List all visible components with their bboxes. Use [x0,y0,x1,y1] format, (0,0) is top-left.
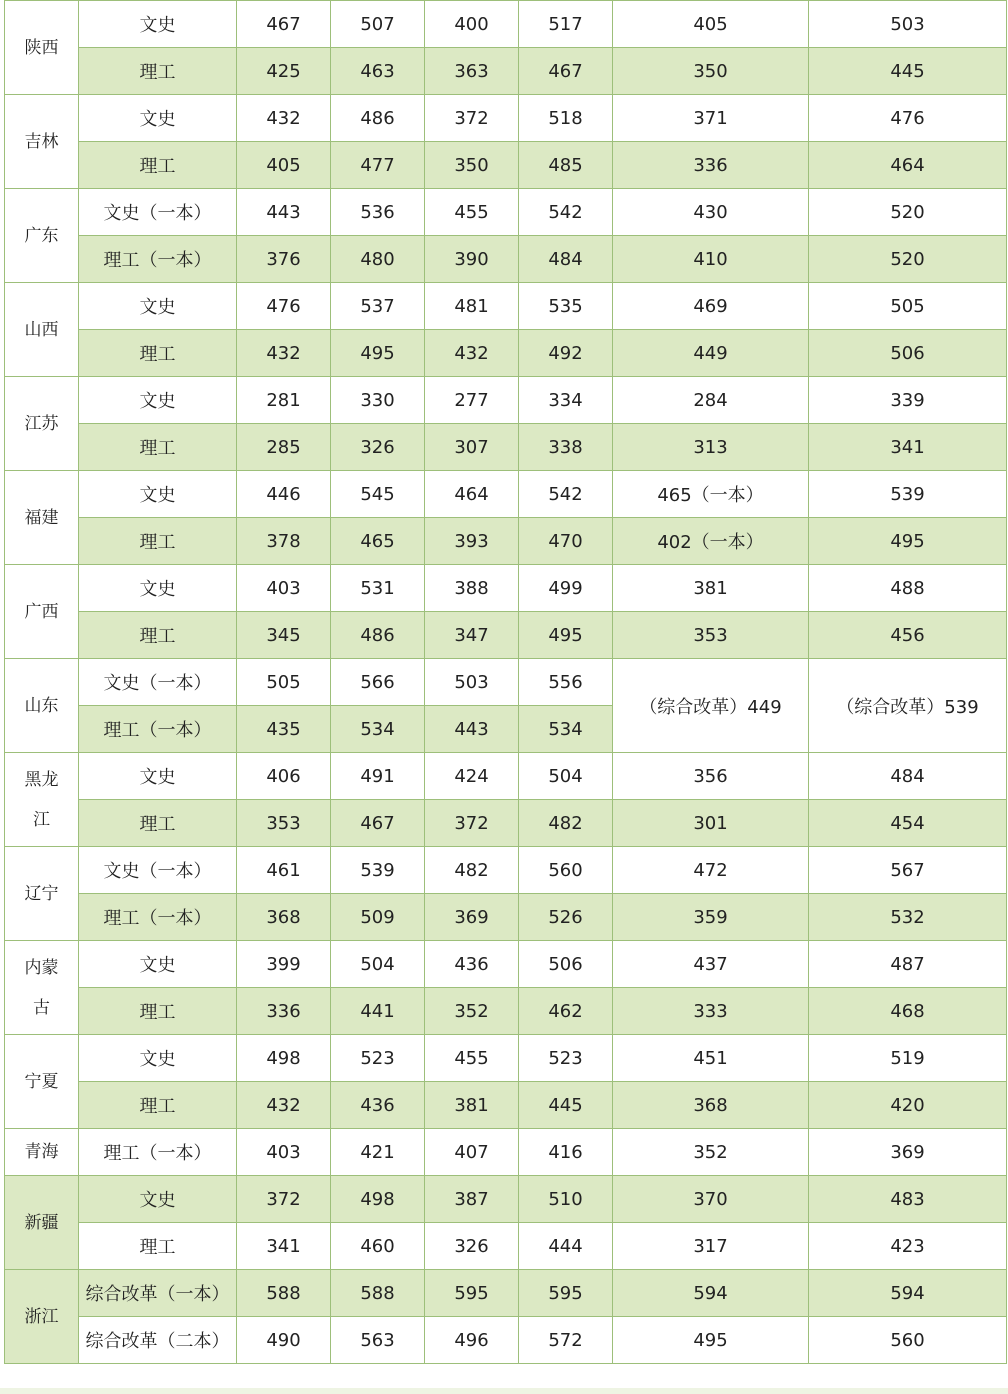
table-row [5,189,1007,236]
score-cell: 536 [331,189,425,236]
score-cell: 532 [809,894,1007,941]
score-cell: 446 [237,471,331,518]
bottom-divider [0,1388,1008,1394]
merged-score-cell: （综合改革）449 [613,659,809,753]
score-cell: 470 [519,518,613,565]
score-cell: 443 [425,706,519,753]
table-row [5,377,1007,424]
table-row [5,894,1007,941]
table-row [5,1082,1007,1129]
score-cell: 465 [331,518,425,565]
score-cell: 313 [613,424,809,471]
score-cell: 424 [425,753,519,800]
score-cell: 495 [809,518,1007,565]
score-cell: 595 [425,1270,519,1317]
score-cell: 482 [519,800,613,847]
subject-type-cell: 文史 [79,95,237,142]
province-cell: 宁夏 [5,1035,79,1129]
score-cell: 436 [331,1082,425,1129]
score-cell: 506 [809,330,1007,377]
subject-type-cell: 理工 [79,1082,237,1129]
province-cell: 浙江 [5,1270,79,1364]
score-cell: 352 [425,988,519,1035]
score-cell: 334 [519,377,613,424]
score-cell: 387 [425,1176,519,1223]
table-row [5,48,1007,95]
score-cell: 464 [809,142,1007,189]
score-cell: 594 [613,1270,809,1317]
score-cell: 369 [809,1129,1007,1176]
score-cell: 285 [237,424,331,471]
table-row [5,565,1007,612]
score-cell: 507 [331,1,425,48]
province-cell: 新疆 [5,1176,79,1270]
score-cell: 363 [425,48,519,95]
score-cell: 482 [425,847,519,894]
score-cell: 406 [237,753,331,800]
subject-type-cell: 理工（一本） [79,706,237,753]
score-cell: 350 [425,142,519,189]
subject-type-cell: 理工 [79,1223,237,1270]
score-cell: 421 [331,1129,425,1176]
score-cell: 472 [613,847,809,894]
score-cell: 441 [331,988,425,1035]
score-cell: 505 [809,283,1007,330]
score-cell: 460 [331,1223,425,1270]
score-cell: 510 [519,1176,613,1223]
table-row [5,1223,1007,1270]
score-cell: 496 [425,1317,519,1364]
subject-type-cell: 理工 [79,330,237,377]
subject-type-cell: 理工（一本） [79,894,237,941]
score-cell: 284 [613,377,809,424]
score-cell: 371 [613,95,809,142]
subject-type-cell: 综合改革（一本） [79,1270,237,1317]
table-row [5,612,1007,659]
province-cell: 山西 [5,283,79,377]
subject-type-cell: 文史 [79,377,237,424]
score-cell: 449 [613,330,809,377]
score-cell: 423 [809,1223,1007,1270]
subject-type-cell: 理工（一本） [79,236,237,283]
subject-type-cell: 理工 [79,988,237,1035]
province-cell: 山东 [5,659,79,753]
table-row [5,330,1007,377]
score-cell: 463 [331,48,425,95]
score-cell: 352 [613,1129,809,1176]
score-cell: 405 [613,1,809,48]
score-cell: 400 [425,1,519,48]
score-cell: 572 [519,1317,613,1364]
province-cell: 青海 [5,1129,79,1176]
subject-type-cell: 综合改革（二本） [79,1317,237,1364]
admission-score-table [4,0,1007,1364]
score-cell: 567 [809,847,1007,894]
subject-type-cell: 文史 [79,471,237,518]
score-cell: 542 [519,189,613,236]
score-cell: 481 [425,283,519,330]
score-cell: 333 [613,988,809,1035]
score-cell: 393 [425,518,519,565]
score-cell: 407 [425,1129,519,1176]
subject-type-cell: 文史 [79,941,237,988]
table-row [5,95,1007,142]
score-cell: 480 [331,236,425,283]
score-cell: 336 [237,988,331,1035]
score-cell: 595 [519,1270,613,1317]
score-cell: 499 [519,565,613,612]
score-cell: 345 [237,612,331,659]
score-cell: 381 [613,565,809,612]
table-row [5,142,1007,189]
score-cell: 520 [809,236,1007,283]
score-cell: 560 [519,847,613,894]
score-cell: 588 [237,1270,331,1317]
table-body [5,1,1007,1364]
score-cell: 534 [519,706,613,753]
score-cell: 594 [809,1270,1007,1317]
score-cell: 432 [237,95,331,142]
table-row [5,847,1007,894]
score-cell: 443 [237,189,331,236]
score-cell: 399 [237,941,331,988]
score-cell: 563 [331,1317,425,1364]
score-cell: 444 [519,1223,613,1270]
score-cell: 468 [809,988,1007,1035]
score-cell: 376 [237,236,331,283]
score-cell: 465（一本） [613,471,809,518]
score-cell: 462 [519,988,613,1035]
subject-type-cell: 文史 [79,1176,237,1223]
score-cell: 455 [425,189,519,236]
score-cell: 432 [237,330,331,377]
subject-type-cell: 文史（一本） [79,659,237,706]
province-cell: 吉林 [5,95,79,189]
score-cell: 370 [613,1176,809,1223]
score-cell: 486 [331,95,425,142]
score-cell: 326 [425,1223,519,1270]
province-cell: 福建 [5,471,79,565]
score-cell: 531 [331,565,425,612]
score-cell: 504 [519,753,613,800]
table-row [5,753,1007,800]
score-cell: 378 [237,518,331,565]
subject-type-cell: 文史 [79,283,237,330]
score-cell: 338 [519,424,613,471]
score-cell: 539 [331,847,425,894]
score-cell: 368 [237,894,331,941]
score-cell: 341 [237,1223,331,1270]
merged-score-cell: （综合改革）539 [809,659,1007,753]
table-row [5,1,1007,48]
score-cell: 451 [613,1035,809,1082]
score-cell: 498 [237,1035,331,1082]
score-cell: 307 [425,424,519,471]
subject-type-cell: 理工 [79,518,237,565]
score-cell: 520 [809,189,1007,236]
subject-type-cell: 理工 [79,800,237,847]
score-cell: 477 [331,142,425,189]
score-cell: 341 [809,424,1007,471]
score-cell: 420 [809,1082,1007,1129]
score-cell: 432 [237,1082,331,1129]
table-row [5,1129,1007,1176]
table-row [5,1270,1007,1317]
table-row [5,988,1007,1035]
score-cell: 556 [519,659,613,706]
score-cell: 356 [613,753,809,800]
score-cell: 495 [331,330,425,377]
score-cell: 518 [519,95,613,142]
province-cell: 广西 [5,565,79,659]
table-row [5,1035,1007,1082]
score-cell: 330 [331,377,425,424]
score-cell: 372 [425,95,519,142]
score-cell: 381 [425,1082,519,1129]
score-cell: 403 [237,1129,331,1176]
score-cell: 490 [237,1317,331,1364]
score-cell: 437 [613,941,809,988]
score-cell: 495 [613,1317,809,1364]
table-row [5,1317,1007,1364]
score-cell: 509 [331,894,425,941]
score-cell: 484 [519,236,613,283]
subject-type-cell: 文史（一本） [79,189,237,236]
province-cell: 广东 [5,189,79,283]
subject-type-cell: 理工（一本） [79,1129,237,1176]
score-cell: 445 [809,48,1007,95]
score-cell: 359 [613,894,809,941]
score-cell: 492 [519,330,613,377]
score-cell: 535 [519,283,613,330]
score-cell: 336 [613,142,809,189]
score-cell: 456 [809,612,1007,659]
score-cell: 353 [237,800,331,847]
score-cell: 517 [519,1,613,48]
score-cell: 402（一本） [613,518,809,565]
subject-type-cell: 文史 [79,1,237,48]
score-cell: 539 [809,471,1007,518]
score-cell: 454 [809,800,1007,847]
score-cell: 506 [519,941,613,988]
score-cell: 436 [425,941,519,988]
score-cell: 503 [425,659,519,706]
province-cell: 江苏 [5,377,79,471]
score-cell: 445 [519,1082,613,1129]
score-cell: 486 [331,612,425,659]
score-cell: 326 [331,424,425,471]
province-cell: 黑龙江 [5,753,79,847]
score-cell: 566 [331,659,425,706]
score-cell: 491 [331,753,425,800]
score-cell: 317 [613,1223,809,1270]
table-row [5,283,1007,330]
subject-type-cell: 文史 [79,565,237,612]
score-cell: 523 [519,1035,613,1082]
score-cell: 347 [425,612,519,659]
score-cell: 476 [237,283,331,330]
score-cell: 467 [519,48,613,95]
subject-type-cell: 理工 [79,48,237,95]
score-cell: 435 [237,706,331,753]
score-cell: 301 [613,800,809,847]
score-cell: 545 [331,471,425,518]
score-cell: 350 [613,48,809,95]
table-row [5,236,1007,283]
score-cell: 372 [237,1176,331,1223]
score-cell: 542 [519,471,613,518]
table-row [5,659,1007,706]
score-cell: 588 [331,1270,425,1317]
score-cell: 503 [809,1,1007,48]
score-cell: 467 [237,1,331,48]
score-cell: 403 [237,565,331,612]
score-cell: 505 [237,659,331,706]
subject-type-cell: 文史（一本） [79,847,237,894]
score-cell: 484 [809,753,1007,800]
score-cell: 504 [331,941,425,988]
score-cell: 353 [613,612,809,659]
score-cell: 534 [331,706,425,753]
score-cell: 519 [809,1035,1007,1082]
subject-type-cell: 文史 [79,753,237,800]
score-cell: 405 [237,142,331,189]
score-cell: 476 [809,95,1007,142]
table-row [5,800,1007,847]
table-row [5,941,1007,988]
province-cell: 内蒙古 [5,941,79,1035]
score-cell: 339 [809,377,1007,424]
score-cell: 526 [519,894,613,941]
subject-type-cell: 文史 [79,1035,237,1082]
score-cell: 430 [613,189,809,236]
score-cell: 498 [331,1176,425,1223]
table-row [5,424,1007,471]
score-cell: 495 [519,612,613,659]
score-cell: 469 [613,283,809,330]
score-cell: 368 [613,1082,809,1129]
table-row [5,518,1007,565]
score-cell: 560 [809,1317,1007,1364]
score-cell: 487 [809,941,1007,988]
subject-type-cell: 理工 [79,142,237,189]
score-cell: 523 [331,1035,425,1082]
score-cell: 485 [519,142,613,189]
score-cell: 388 [425,565,519,612]
score-cell: 416 [519,1129,613,1176]
score-cell: 277 [425,377,519,424]
score-cell: 390 [425,236,519,283]
score-cell: 369 [425,894,519,941]
province-cell: 辽宁 [5,847,79,941]
score-cell: 537 [331,283,425,330]
score-cell: 455 [425,1035,519,1082]
table-row [5,1176,1007,1223]
subject-type-cell: 理工 [79,612,237,659]
score-cell: 483 [809,1176,1007,1223]
table-row [5,471,1007,518]
score-cell: 425 [237,48,331,95]
score-cell: 410 [613,236,809,283]
score-cell: 488 [809,565,1007,612]
score-cell: 467 [331,800,425,847]
score-cell: 464 [425,471,519,518]
subject-type-cell: 理工 [79,424,237,471]
score-cell: 281 [237,377,331,424]
score-cell: 372 [425,800,519,847]
score-cell: 432 [425,330,519,377]
province-cell: 陕西 [5,1,79,95]
score-cell: 461 [237,847,331,894]
